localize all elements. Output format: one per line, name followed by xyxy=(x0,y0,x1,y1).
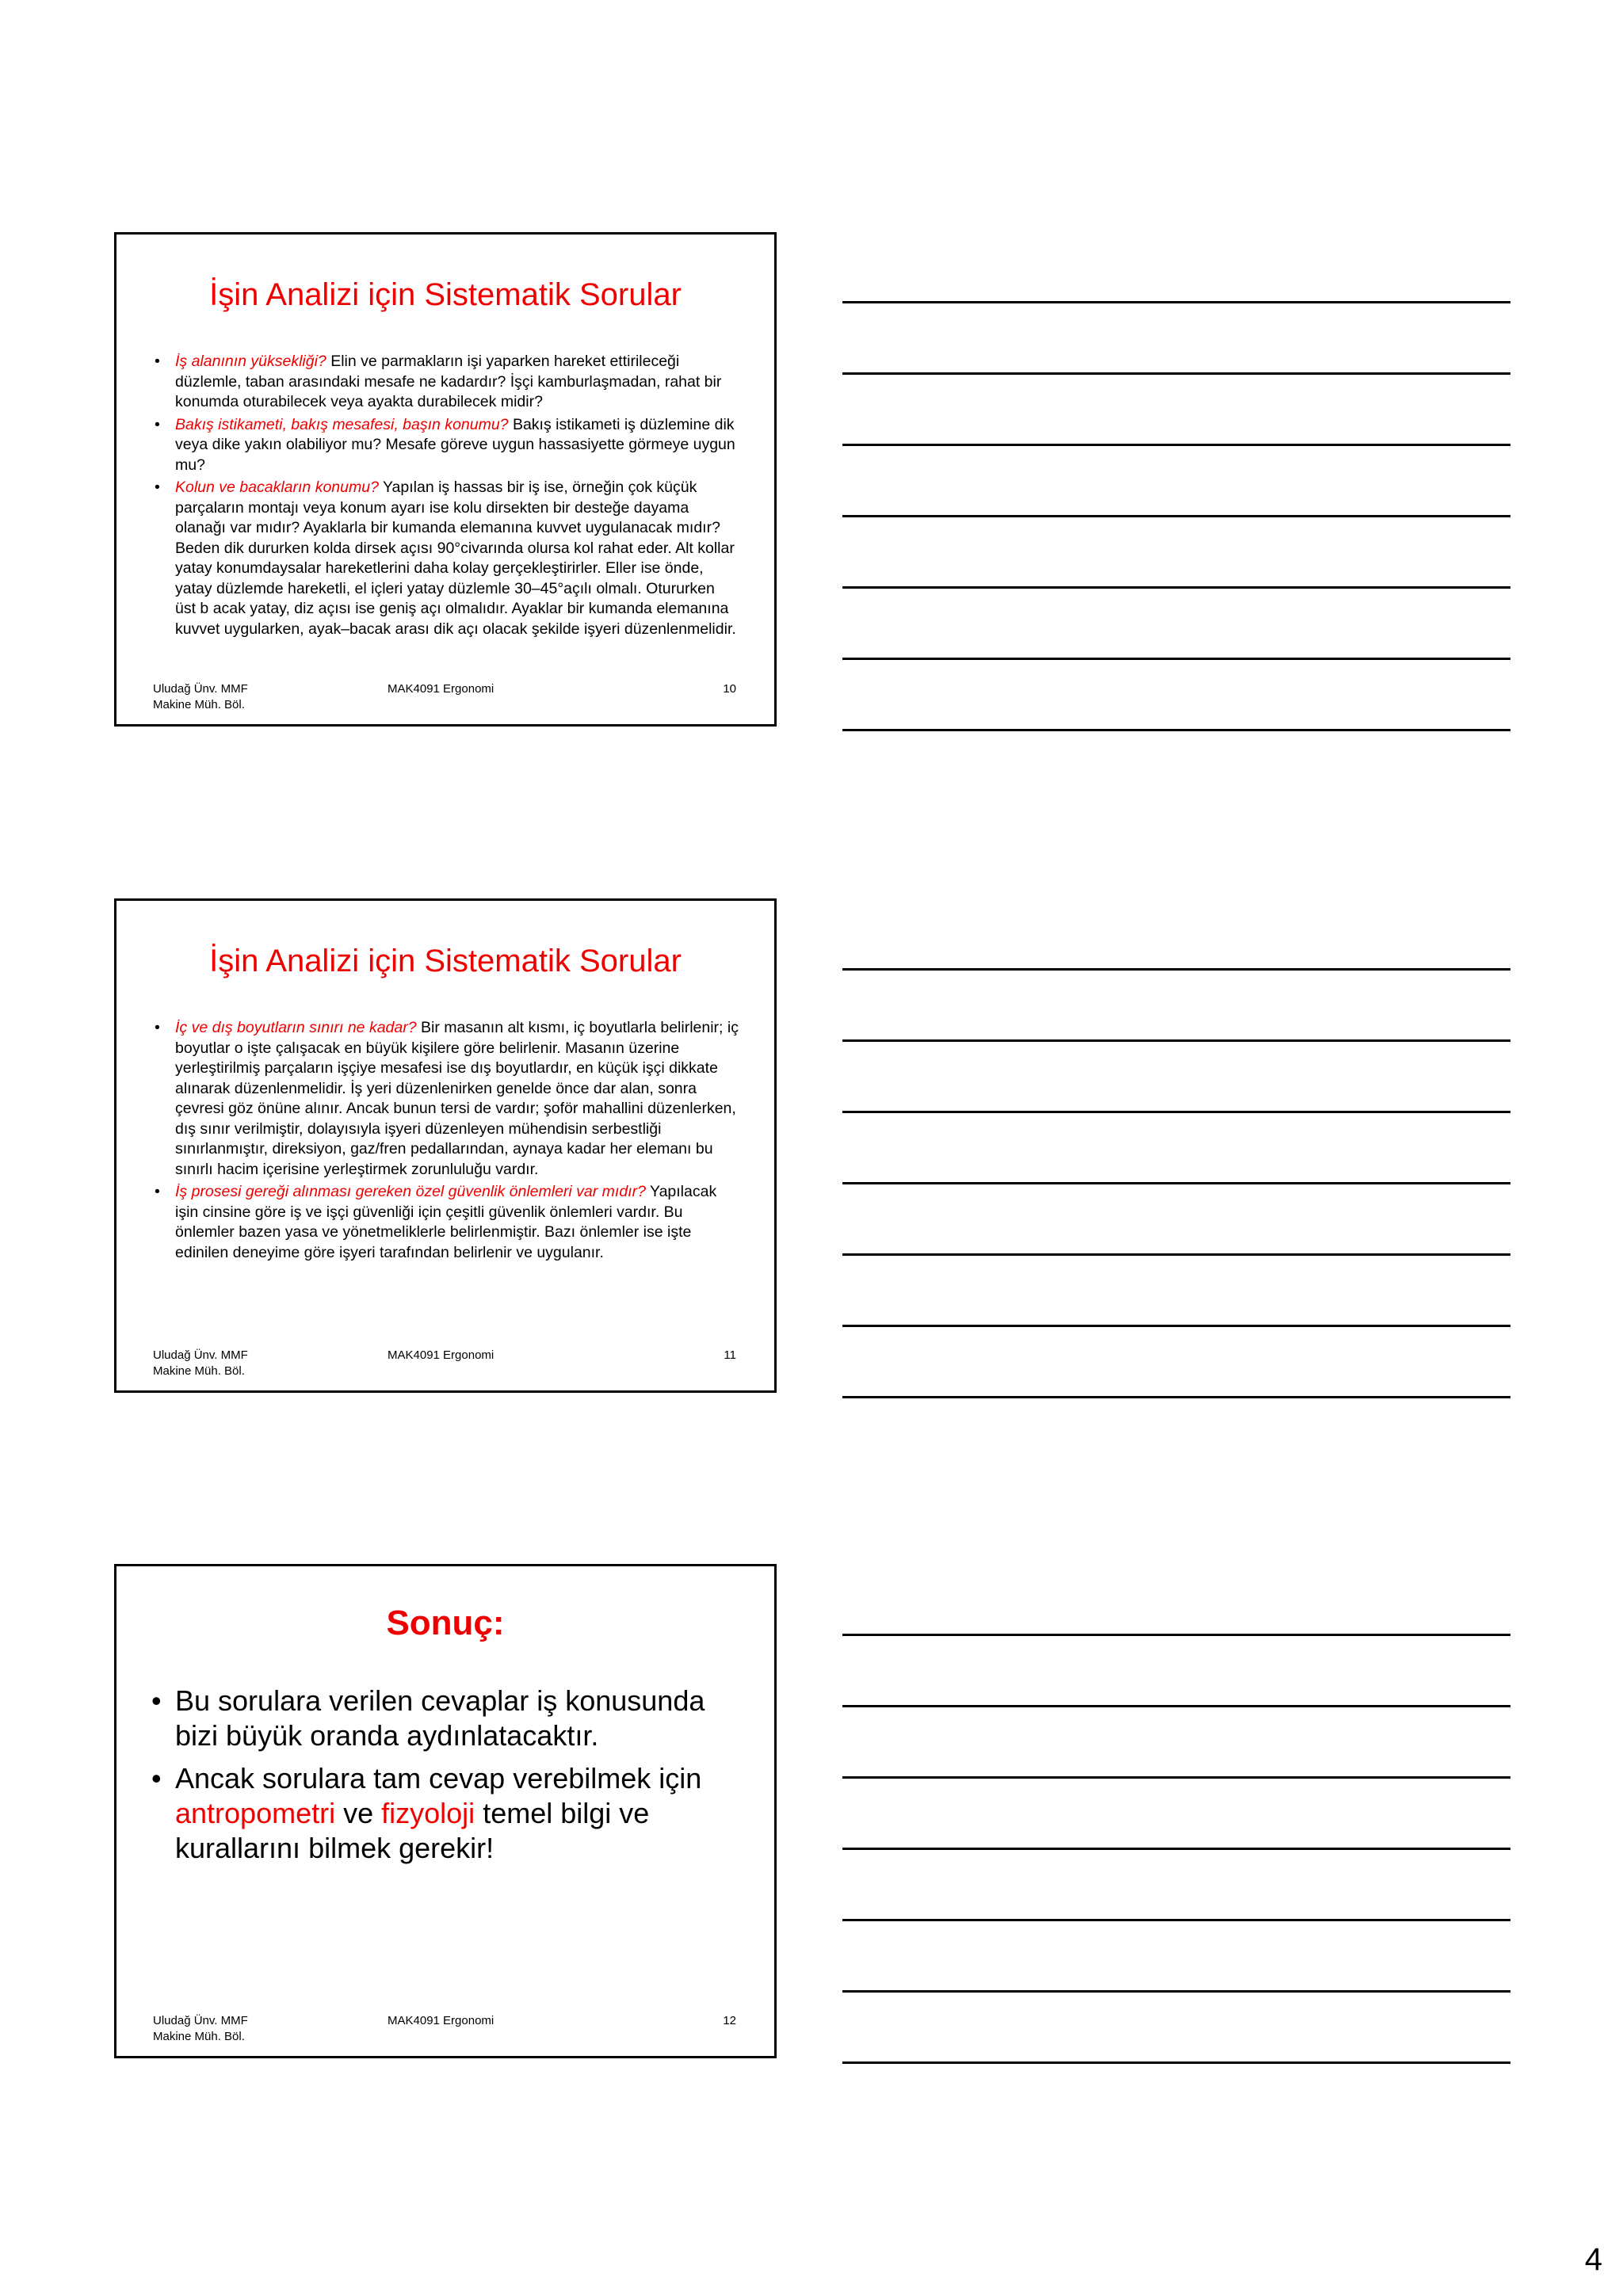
notes-line xyxy=(842,968,1510,971)
footer-institution xyxy=(153,681,248,713)
slide-number: 11 xyxy=(724,1348,736,1362)
footer-institution xyxy=(153,1348,248,1379)
notes-line xyxy=(842,586,1510,589)
bullet-text: Yapılan iş hassas bir iş ise, örneğin çok küçük parçaların montajı veya konum ayarı ise kolu dirsekten bir desteğe dayama olanağı var mıdır? Ayaklarla bir kumanda elemanına kuvvet uygulanacak mıdır? Beden dik dururken kolda dirsek açısı 90°civarında olursa kol rahat eder. Alt kollar yatay konumdaysalar hareketlerini daha kolay gerçekleştirirler. Eller ise önde, yatay düzlemde hareketli, el içleri yatay düzlemle 30–45°açılı olmalı. Otururken üst b acak yatay, diz açısı ise geniş açı olmalıdır. Ayaklar bir kumanda elemanına kuvvet uygularken, ayak–bacak arası dik açı olacak şekilde işyeri düzenlenmelidir. xyxy=(175,479,736,638)
notes-line xyxy=(842,1848,1510,1850)
page-number: 4 xyxy=(1584,2242,1602,2277)
notes-line xyxy=(842,444,1510,446)
bullet-list xyxy=(150,1684,743,1874)
footer-org: Uludağ Ünv. MMF xyxy=(153,2014,248,2027)
bullet-item xyxy=(148,1182,739,1263)
bullet-list xyxy=(148,352,739,642)
footer-course: MAK4091 Ergonomi xyxy=(388,1348,495,1362)
bullet-text: ve xyxy=(335,1797,382,1829)
notes-line xyxy=(842,1111,1510,1113)
notes-line xyxy=(842,301,1510,303)
notes-line xyxy=(842,1182,1510,1184)
bullet-question: Kolun ve bacakların konumu? xyxy=(175,479,379,496)
footer-course: MAK4091 Ergonomi xyxy=(388,2014,495,2027)
highlight-term: fizyoloji xyxy=(381,1797,475,1829)
slide-title: İşin Analizi için Sistematik Sorular xyxy=(209,277,682,312)
slide-11 xyxy=(114,898,777,1393)
notes-line xyxy=(842,515,1510,517)
bullet-text: Yapılacak işin cinsine göre iş ve işçi güvenliği için çeşitli güvenlik önlemleri vardır. Bu önlemler bazen yasa ve yönetmeliklerle belirlenmiştir. Bazı önlemler ise işte edinilen deneyime göre işyeri tarafından belirlenir ve uygulanır. xyxy=(175,1183,717,1261)
slide-title: Sonuç: xyxy=(386,1604,505,1642)
notes-area xyxy=(842,0,1510,2296)
notes-line xyxy=(842,1253,1510,1256)
notes-line xyxy=(842,1919,1510,1921)
notes-line xyxy=(842,729,1510,731)
bullet-item xyxy=(148,352,739,413)
bullet-question: İç ve dış boyutların sınırı ne kadar? xyxy=(175,1019,417,1036)
bullet-question: İş alanının yüksekliği? xyxy=(175,353,327,370)
bullet-item xyxy=(150,1761,743,1866)
bullet-item xyxy=(150,1684,743,1753)
bullet-list xyxy=(148,1018,739,1265)
bullet-item xyxy=(148,1018,739,1180)
slide-12 xyxy=(114,1564,777,2058)
footer-institution xyxy=(153,2013,248,2045)
highlight-term: antropometri xyxy=(175,1797,336,1829)
bullet-question: Bakış istikameti, bakış mesafesi, başın konumu? xyxy=(175,415,509,433)
bullet-item xyxy=(148,478,739,639)
bullet-text: Elin ve parmakların işi yaparken hareket ettirileceği düzlemle, taban arasındaki mesafe ne kadardır? İşçi kamburlaşmadan, rahat bir konumda oturabilecek veya ayakta durabilecek midir? xyxy=(175,353,722,410)
notes-line xyxy=(842,372,1510,375)
bullet-question: İş prosesi gereği alınması gereken özel güvenlik önlemleri var mıdır? xyxy=(175,1183,646,1200)
footer-org: Uludağ Ünv. MMF xyxy=(153,1348,248,1362)
bullet-text: Bir masanın alt kısmı, iç boyutlarla belirlenir; iç boyutlar o işte çalışacak en büyük kişilere göre belirlenir. Masanın üzerine yerleştirilmiş parçaların işçiye mesafesi ise dış boyutlardır, en küçük işçi dikkate alınarak düzenlenmelidir. İş yeri düzenlenirken genelde önce dar alan, sonra çevresi göz önüne alınır. Ancak bunun tersi de vardır; şoför mahallini düzenlerken, dış sınır verilmiştir, dolayısıyla işyeri düzenleyen mühendisin serbestliği sınırlanmıştır, direksiyon, gaz/fren pedallarından, aynaya kadar her elemanı bu sınırlı hacim içerisine yerleştirmek zorunluluğu vardır. xyxy=(175,1019,739,1178)
bullet-text: temel bilgi ve kurallarını bilmek gerekir! xyxy=(175,1797,650,1864)
footer-dept: Makine Müh. Böl. xyxy=(153,2030,245,2043)
slide-number: 10 xyxy=(723,682,736,696)
notes-line xyxy=(842,1990,1510,1993)
bullet-item xyxy=(148,415,739,476)
notes-line xyxy=(842,1634,1510,1636)
notes-line xyxy=(842,1705,1510,1707)
notes-line xyxy=(842,1325,1510,1327)
footer-dept: Makine Müh. Böl. xyxy=(153,1364,245,1378)
footer-org: Uludağ Ünv. MMF xyxy=(153,682,248,696)
bullet-text: Bu sorulara verilen cevaplar iş konusunda bizi büyük oranda aydınlatacaktır. xyxy=(175,1684,705,1752)
notes-line xyxy=(842,1776,1510,1779)
notes-line xyxy=(842,658,1510,660)
slide-number: 12 xyxy=(723,2014,736,2027)
slide-10 xyxy=(114,232,777,727)
notes-line xyxy=(842,1396,1510,1398)
footer-course: MAK4091 Ergonomi xyxy=(388,682,495,696)
slide-title: İşin Analizi için Sistematik Sorular xyxy=(209,944,682,978)
bullet-text: Ancak sorulara tam cevap verebilmek için xyxy=(175,1762,702,1794)
bullet-text: Bakış istikameti iş düzlemine dik veya dike yakın olabiliyor mu? Mesafe göreve uygun hassasiyette görmeye uygun mu? xyxy=(175,415,735,474)
notes-line xyxy=(842,2061,1510,2064)
footer-dept: Makine Müh. Böl. xyxy=(153,698,245,711)
notes-line xyxy=(842,1039,1510,1042)
